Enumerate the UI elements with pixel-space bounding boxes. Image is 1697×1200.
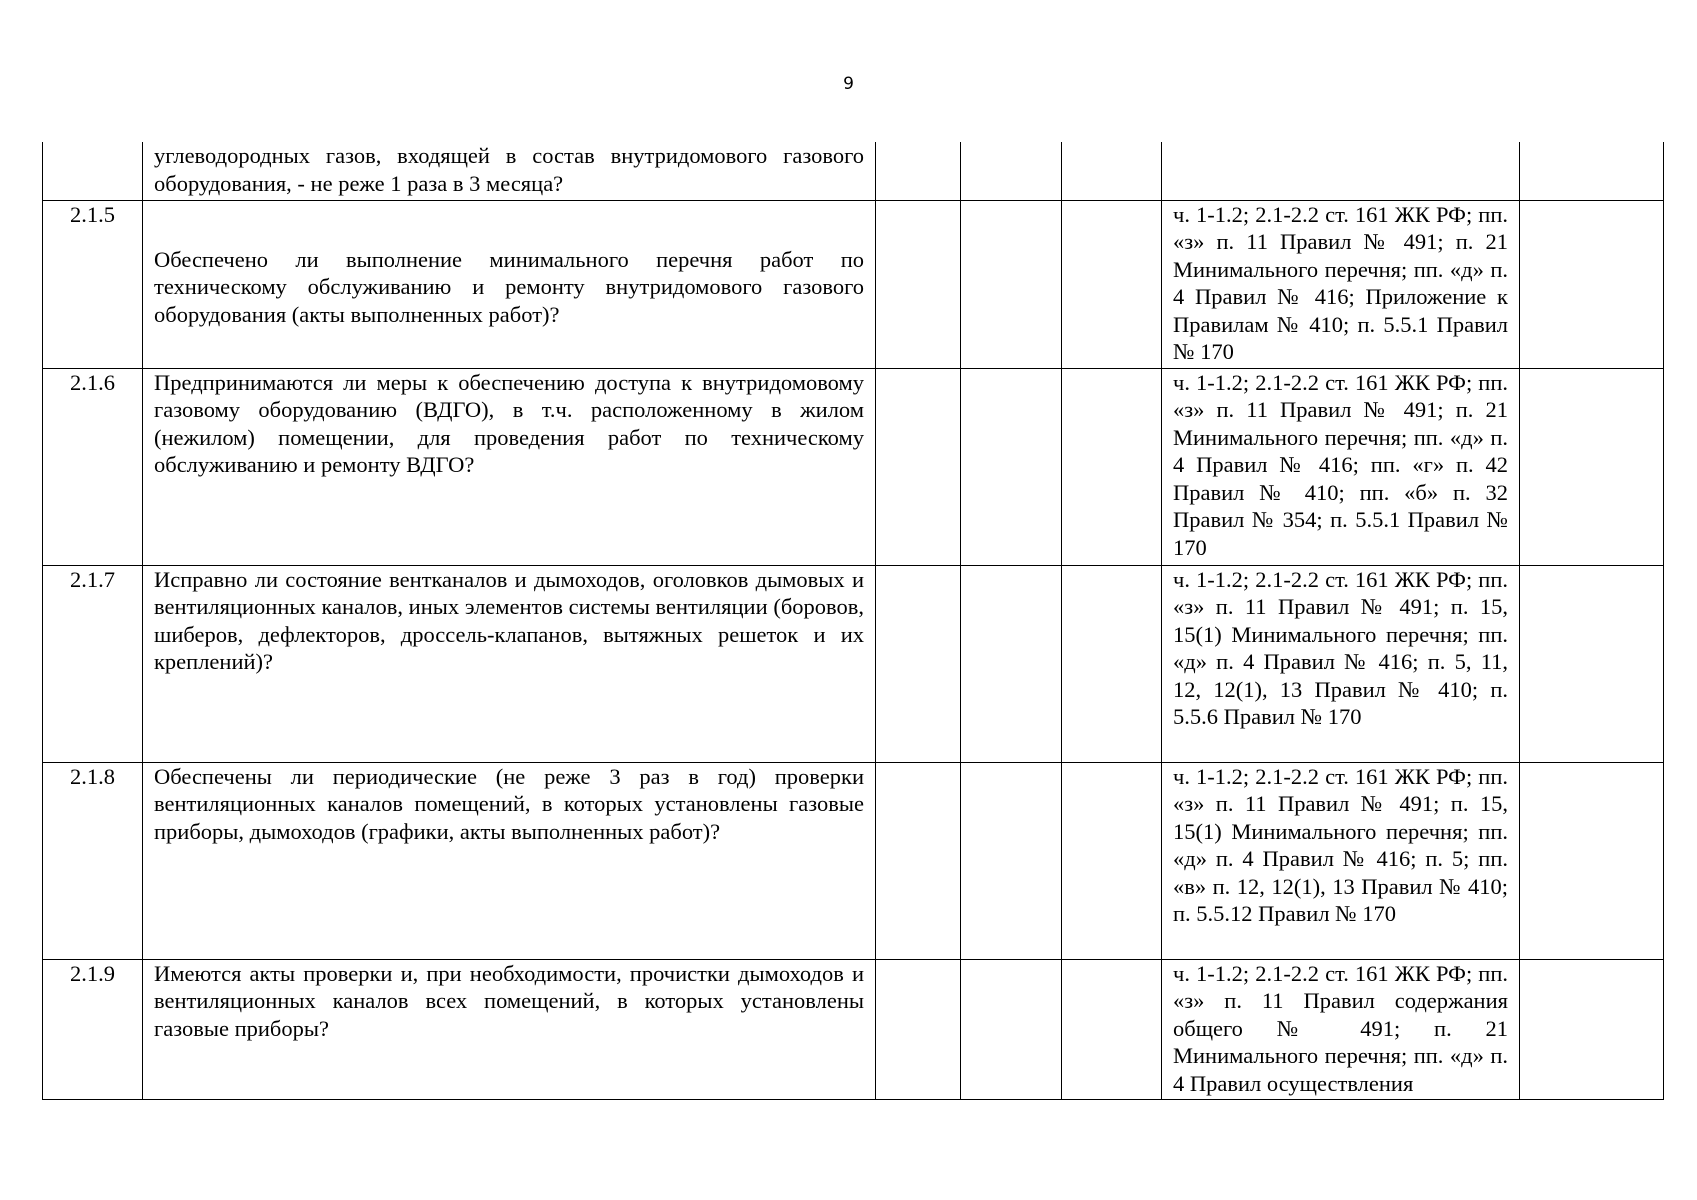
empty-cell (961, 142, 1062, 200)
empty-cell (1520, 959, 1664, 1099)
question-text: Обеспечены ли периодические (не реже 3 раз в год) проверки вентиляционных каналов помещений, в которых установлены газовые приборы, дымоходов (графики, акты выполненных работ)? (154, 763, 864, 844)
table-row (43, 142, 1664, 200)
empty-cell (876, 368, 961, 565)
question-cell (143, 565, 876, 762)
page-number: 9 (843, 74, 854, 94)
question-cell (143, 959, 876, 1099)
legal-reference: ч. 1-1.2; 2.1-2.2 ст. 161 ЖК РФ; пп. «з» п. 11 Правил № 491; п. 21 Минимального перечня; пп. «д» п. 4 Правил № 416; пп. «г» п. 42 Правил № 410; пп. «б» п. 32 Правил № 354; п. 5.5.1 Правил № 170 (1162, 368, 1520, 565)
empty-cell (1520, 762, 1664, 959)
legal-reference: ч. 1-1.2; 2.1-2.2 ст. 161 ЖК РФ; пп. «з» п. 11 Правил № 491; п. 21 Минимального перечня; пп. «д» п. 4 Правил № 416; Приложение к Правилам № 410; п. 5.5.1 Правил № 170 (1162, 200, 1520, 368)
row-number: 2.1.7 (43, 565, 143, 762)
empty-cell (1062, 142, 1162, 200)
empty-cell (1062, 565, 1162, 762)
question-cell (143, 762, 876, 959)
table-row (43, 565, 1664, 762)
legal-reference: ч. 1-1.2; 2.1-2.2 ст. 161 ЖК РФ; пп. «з» п. 11 Правил № 491; п. 15, 15(1) Минимального перечня; пп. «д» п. 4 Правил № 416; п. 5, 11, 12, 12(1), 13 Правил № 410; п. 5.5.6 Правил № 170 (1162, 565, 1520, 762)
empty-cell (961, 200, 1062, 368)
empty-cell (1062, 200, 1162, 368)
empty-cell (961, 368, 1062, 565)
empty-cell (1520, 565, 1664, 762)
empty-cell (876, 142, 961, 200)
legal-reference: ч. 1-1.2; 2.1-2.2 ст. 161 ЖК РФ; пп. «з» п. 11 Правил содержания общего № 491; п. 21 Минимального перечня; пп. «д» п. 4 Правил осуществления (1162, 959, 1520, 1099)
question-cell (143, 200, 876, 368)
table-row (43, 200, 1664, 368)
checklist-table (42, 142, 1664, 1100)
row-number (43, 142, 143, 200)
legal-reference: ч. 1-1.2; 2.1-2.2 ст. 161 ЖК РФ; пп. «з» п. 11 Правил № 491; п. 15, 15(1) Минимального перечня; пп. «д» п. 4 Правил № 416; п. 5; пп. «в» п. 12, 12(1), 13 Правил № 410; п. 5.5.12 Правил № 170 (1162, 762, 1520, 959)
empty-cell (961, 762, 1062, 959)
empty-cell (876, 762, 961, 959)
empty-cell (1520, 368, 1664, 565)
legal-reference (1162, 142, 1520, 200)
question-cell (143, 368, 876, 565)
question-text: Имеются акты проверки и, при необходимости, прочистки дымоходов и вентиляционных каналов всех помещений, в которых установлены газовые приборы? (154, 960, 864, 1041)
empty-cell (961, 565, 1062, 762)
empty-cell (1520, 142, 1664, 200)
empty-cell (1062, 762, 1162, 959)
empty-cell (876, 565, 961, 762)
row-number: 2.1.5 (43, 200, 143, 368)
row-number: 2.1.6 (43, 368, 143, 565)
question-text: Предпринимаются ли меры к обеспечению доступа к внутридомовому газовому оборудованию (ВДГО), в т.ч. расположенному в жилом (нежилом) помещении, для проведения работ по техническому обслуживанию и ремонту ВДГО? (154, 369, 864, 478)
question-cell (143, 142, 876, 200)
table-row (43, 959, 1664, 1099)
empty-cell (876, 200, 961, 368)
row-number: 2.1.9 (43, 959, 143, 1099)
empty-cell (1062, 959, 1162, 1099)
table-row (43, 368, 1664, 565)
empty-cell (1520, 200, 1664, 368)
question-text: углеводородных газов, входящей в состав внутридомового газового оборудования, - не реже 1 раза в 3 месяца? (154, 143, 864, 196)
empty-cell (1062, 368, 1162, 565)
row-number: 2.1.8 (43, 762, 143, 959)
table-row (43, 762, 1664, 959)
empty-cell (876, 959, 961, 1099)
question-text: Обеспечено ли выполнение минимального перечня работ по техническому обслуживанию и ремонту внутридомового газового оборудования (акты выполненных работ)? (154, 246, 864, 327)
empty-cell (961, 959, 1062, 1099)
question-text: Исправно ли состояние вентканалов и дымоходов, оголовков дымовых и вентиляционных каналов, иных элементов системы вентиляции (боровов, шиберов, дефлекторов, дроссель-клапанов, вытяжных решеток и их креплений)? (154, 566, 864, 675)
